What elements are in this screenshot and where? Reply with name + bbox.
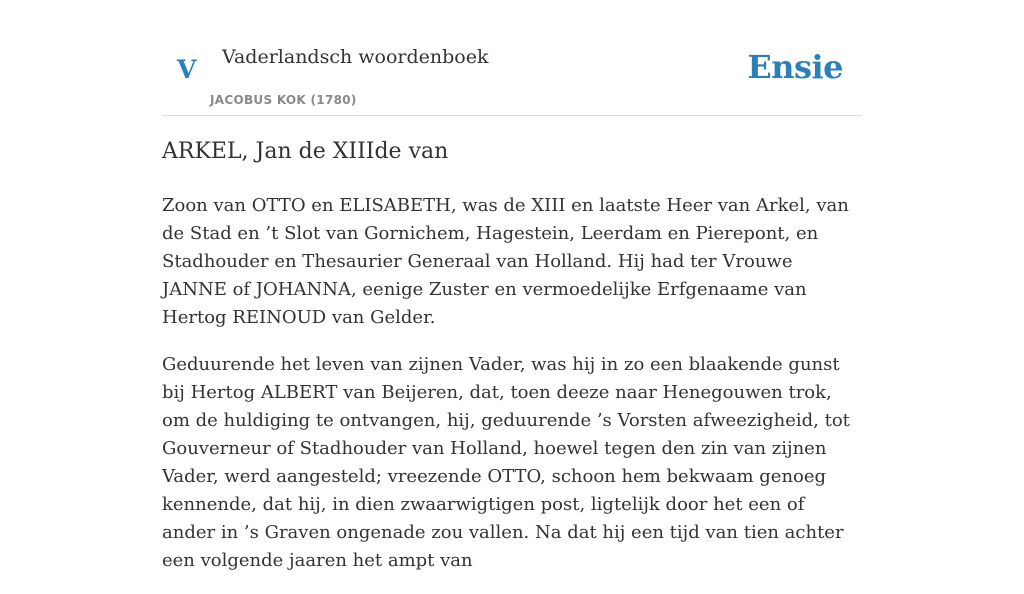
entry-title: ARKEL, Jan de XIIIde van (162, 139, 449, 164)
entry-paragraph: Geduurende het leven van zijnen Vader, was hij in zo een blaakende gunst bij Hertog ALBERT van Beijeren, dat, toen deeze naar Henegouwen trok, om de huldiging te ontvangen, hij, geduurende ’s Vorsten afweezigheid, tot Gouverneur of Stadhouder van Holland, hoewel tegen den zin van zijnen Vader, werd aangesteld; vreezende OTTO, schoon hem bekwaam genoeg kennende, dat hij, in dien zwaarwigtigen post, ligtelijk door het een of ander in ’s Graven ongenade zou vallen. Na dat hij een tijd van tien achter een volgende jaaren het ampt van (162, 354, 850, 571)
dictionary-author: JACOBUS KOK (1780) (210, 93, 357, 107)
dictionary-letter[interactable]: V (177, 55, 197, 84)
site-header (162, 30, 862, 116)
dictionary-title[interactable]: Vaderlandsch woordenboek (222, 46, 489, 68)
entry-content (162, 192, 862, 594)
entry-paragraph: Zoon van OTTO en ELISABETH, was de XIII en laatste Heer van Arkel, van de Stad en ’t Slot van Gornichem, Hagestein, Leerdam en Pierepont, en Stadhouder en Thesaurier Generaal van Holland. Hij had ter Vrouwe JANNE of JOHANNA, eenige Zuster en vermoedelijke Erfgenaame van Hertog REINOUD van Gelder. (162, 195, 849, 328)
ensie-logo[interactable]: Ensie (747, 48, 843, 86)
